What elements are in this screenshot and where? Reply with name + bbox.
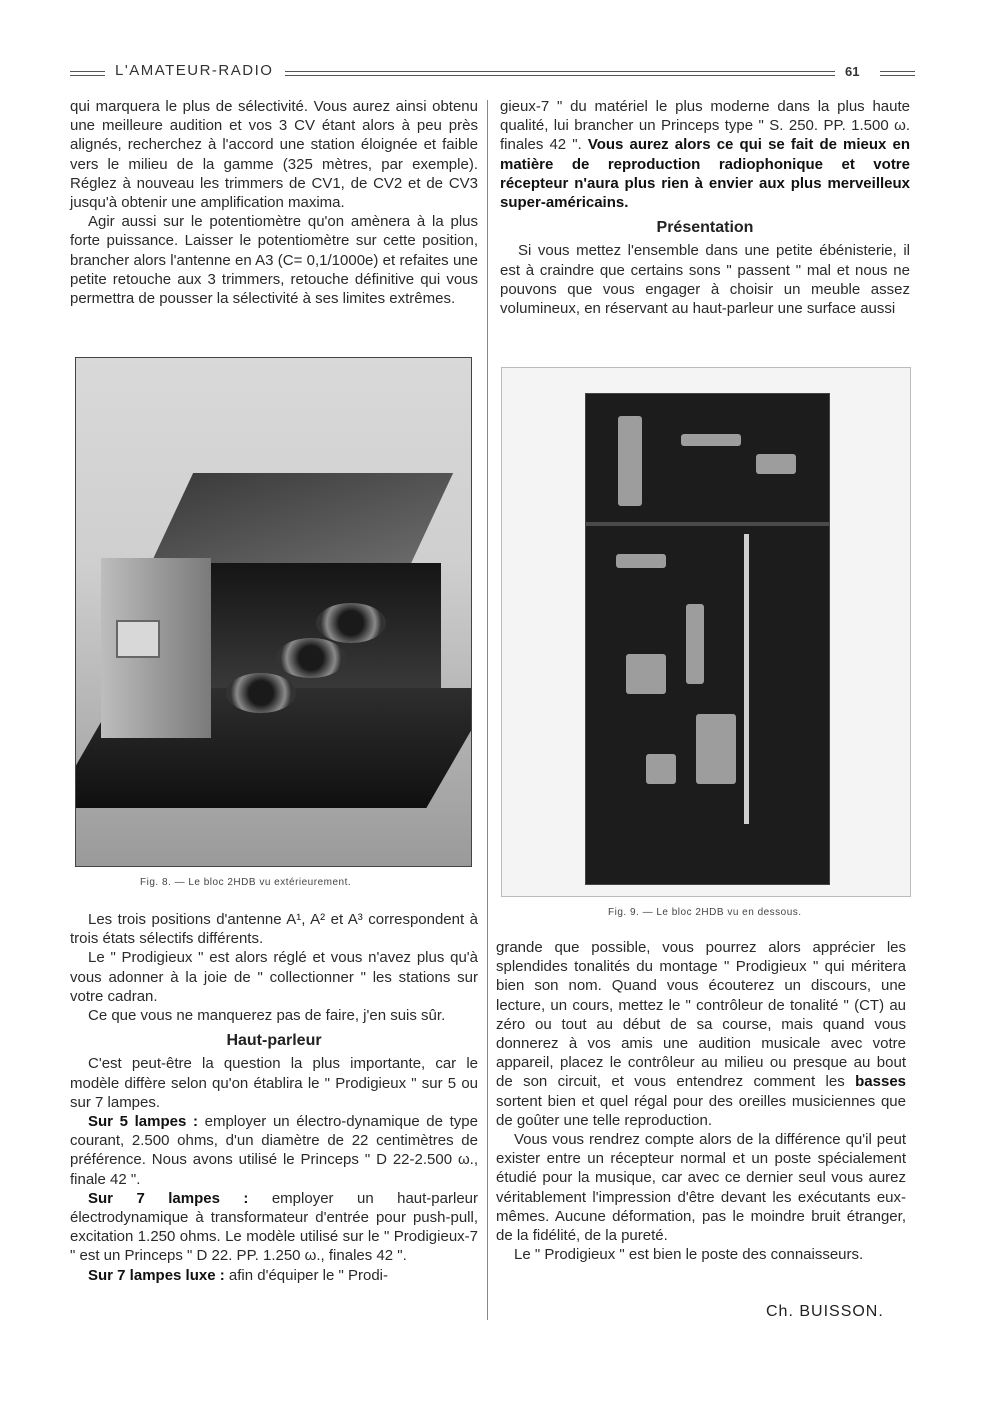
column-divider (487, 100, 488, 1320)
figure-8-photo (75, 357, 472, 867)
paragraph: C'est peut-être la question la plus importante, car le modèle diffère selon qu'on établira le " Prodigieux " sur 5 ou sur 7 lampes. (70, 1055, 478, 1111)
figure-9-photo (585, 393, 830, 885)
figure-8-caption: Fig. 8. — Le bloc 2HDB vu extérieurement. (140, 877, 352, 888)
paragraph: Sur 5 lampes : employer un électro-dynamique de type courant, 2.500 ohms, d'un diamètre de 22 centimètres de préférence. Nous avons utilisé le Princeps " D 22-2.500 ω., finale 42 ". (70, 1113, 478, 1188)
paragraph: Sur 7 lampes : employer un haut-parleur électrodynamique à transformateur d'entrée pour push-pull, excitation 1.250 ohms. Le modèle utilisé sur le " Prodigieux-7 " est un Princeps " D 22. PP. 1.250 ω., finales 42 ". (70, 1189, 478, 1265)
paragraph: qui marquera le plus de sélectivité. Vous aurez ainsi obtenu une meilleure audition et vos 3 CV étant alors à peu près alignés, recherchez à l'accord une station éloignée et faible vers le milieu de la gamme (325 mètres, par exemple). Réglez à nouveau les trimmers de CV1, de CV2 et de CV3 jusqu'à obtenir une amplification maxima. (70, 98, 478, 212)
heading-haut-parleur: Haut-parleur (226, 1032, 322, 1050)
right-column-top (500, 97, 910, 318)
magazine-title: L'AMATEUR-RADIO (115, 62, 274, 79)
paragraph: Le " Prodigieux " est bien le poste des connaisseurs. (514, 1246, 864, 1264)
figure-9-caption: Fig. 9. — Le bloc 2HDB vu en dessous. (608, 907, 802, 918)
paragraph: Si vous mettez l'ensemble dans une petite ébénisterie, il est à craindre que certains sons " passent " mal et nous ne pouvons que vous engager à choisir un meuble assez volumineux, en réservant au haut-parleur une surface aussi (500, 242, 910, 318)
paragraph: grande que possible, vous pourrez alors apprécier les splendides tonalités du montage " Prodigieux " qui méritera bien son nom. Quand vous écouterez un discours, une lecture, un cours, mettez le " contrôleur de tonalité " (CT) au zéro ou tout au début de sa course, mais quand vous donnerez à vos amis une audition musicale avec votre appareil, placez le contrôleur au milieu ou presque au bout de son circuit, et vous entendrez comment les basses sortent bien et quel régal pour des oreilles musiciennes que de goûter une telle reproduction. (496, 939, 906, 1129)
right-column-bottom (496, 938, 906, 1264)
page-number: 61 (845, 64, 860, 79)
page-header (70, 60, 915, 84)
left-column-top (70, 97, 478, 308)
paragraph: Ce que vous ne manquerez pas de faire, j'en suis sûr. (88, 1007, 446, 1025)
paragraph: Les trois positions d'antenne A¹, A² et A³ correspondent à trois états sélectifs différents. (70, 911, 478, 948)
left-column-bottom (70, 910, 478, 1285)
heading-presentation: Présentation (656, 219, 754, 237)
paragraph: Vous vous rendrez compte alors de la différence qu'il peut exister entre un récepteur normal et un poste spécialement étudié pour la musique, car avec ce dernier seul vous aurez véritablement l'impression d'être devant les exécutants eux-mêmes. Aucune déformation, pas le moindre bruit étranger, de la fidélité, de la pureté. (496, 1131, 906, 1245)
paragraph: Agir aussi sur le potentiomètre qu'on amènera à la plus forte puissance. Laisser le potentiomètre sur cette position, brancher alors l'antenne en A3 (C= 0,1/1000e) et refaites une petite retouche aux 3 trimmers, retouche définitive qui vous permettra de pousser la sélectivité à ses limites extrêmes. (70, 213, 478, 308)
paragraph: Le " Prodigieux " est alors réglé et vous n'avez plus qu'à vous adonner à la joie de " collectionner " les stations sur votre cadran. (70, 949, 478, 1005)
author-signature: Ch. BUISSON. (766, 1303, 884, 1320)
paragraph: gieux-7 " du matériel le plus moderne dans la plus haute qualité, lui brancher un Princeps type " S. 250. PP. 1.500 ω. finales 42 ". Vous aurez alors ce qui se fait de mieux en matière de reproduction radiophonique et votre récepteur n'aura plus rien à envier aux plus merveilleux super-américains. (500, 98, 910, 212)
paragraph: Sur 7 lampes luxe : afin d'équiper le " Prodi- (88, 1266, 389, 1284)
